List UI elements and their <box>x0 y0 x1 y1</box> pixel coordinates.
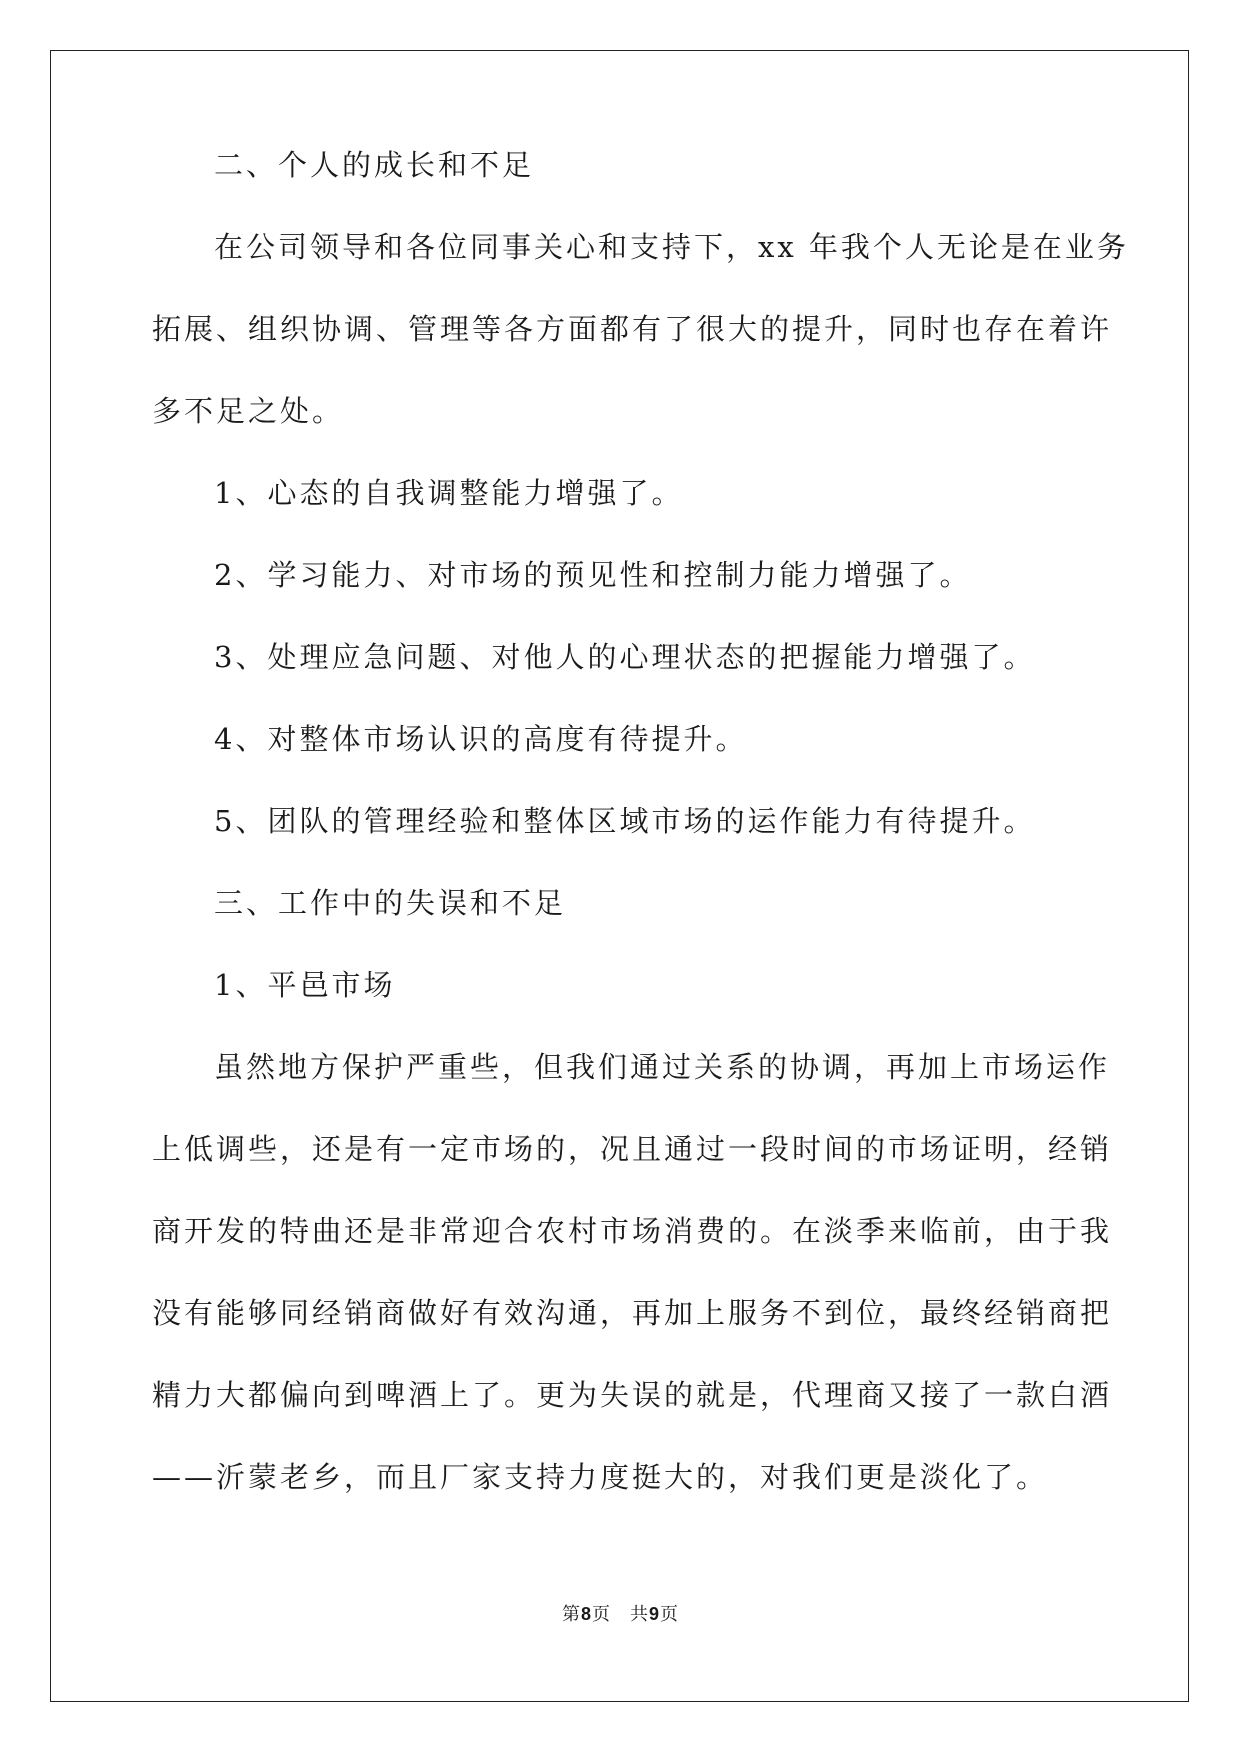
paragraph-line: 拓展、组织协调、管理等各方面都有了很大的提升，同时也存在着许 <box>152 312 1113 346</box>
document-body <box>152 124 1129 1518</box>
current-page-number: 8 <box>580 1604 592 1624</box>
paragraph-line: 精力大都偏向到啤酒上了。更为失误的就是，代理商又接了一款白酒 <box>152 1378 1113 1412</box>
footer-middle: 页 共 <box>592 1604 649 1625</box>
paragraph-line: 虽然地方保护严重些，但我们通过关系的协调，再加上市场运作 <box>214 1050 1111 1084</box>
section-heading-3: 三、工作中的失误和不足 <box>214 886 567 920</box>
footer-prefix: 第 <box>561 1604 581 1625</box>
paragraph-line: 多不足之处。 <box>152 394 345 428</box>
list-item: 3、处理应急问题、对他人的心理状态的把握能力增强了。 <box>214 640 1036 674</box>
section-heading-2: 二、个人的成长和不足 <box>214 148 535 182</box>
page-footer <box>0 1600 1241 1626</box>
paragraph-line: 没有能够同经销商做好有效沟通，再加上服务不到位，最终经销商把 <box>152 1296 1113 1330</box>
list-item: 2、学习能力、对市场的预见性和控制力能力增强了。 <box>214 558 972 592</box>
footer-suffix: 页 <box>660 1604 680 1625</box>
total-page-number: 9 <box>649 1604 661 1624</box>
paragraph-line: 上低调些，还是有一定市场的，况且通过一段时间的市场证明，经销 <box>152 1132 1113 1166</box>
paragraph-line: ——沂蒙老乡，而且厂家支持力度挺大的，对我们更是淡化了。 <box>152 1460 1049 1494</box>
paragraph-line: 商开发的特曲还是非常迎合农村市场消费的。在淡季来临前，由于我 <box>152 1214 1113 1248</box>
subsection-heading: 1、平邑市场 <box>214 968 396 1002</box>
list-item: 4、对整体市场认识的高度有待提升。 <box>214 722 748 756</box>
paragraph-line: 在公司领导和各位同事关心和支持下，xx 年我个人无论是在业务 <box>214 230 1129 264</box>
list-item: 1、心态的自我调整能力增强了。 <box>214 476 684 510</box>
list-item: 5、团队的管理经验和整体区域市场的运作能力有待提升。 <box>214 804 1036 838</box>
